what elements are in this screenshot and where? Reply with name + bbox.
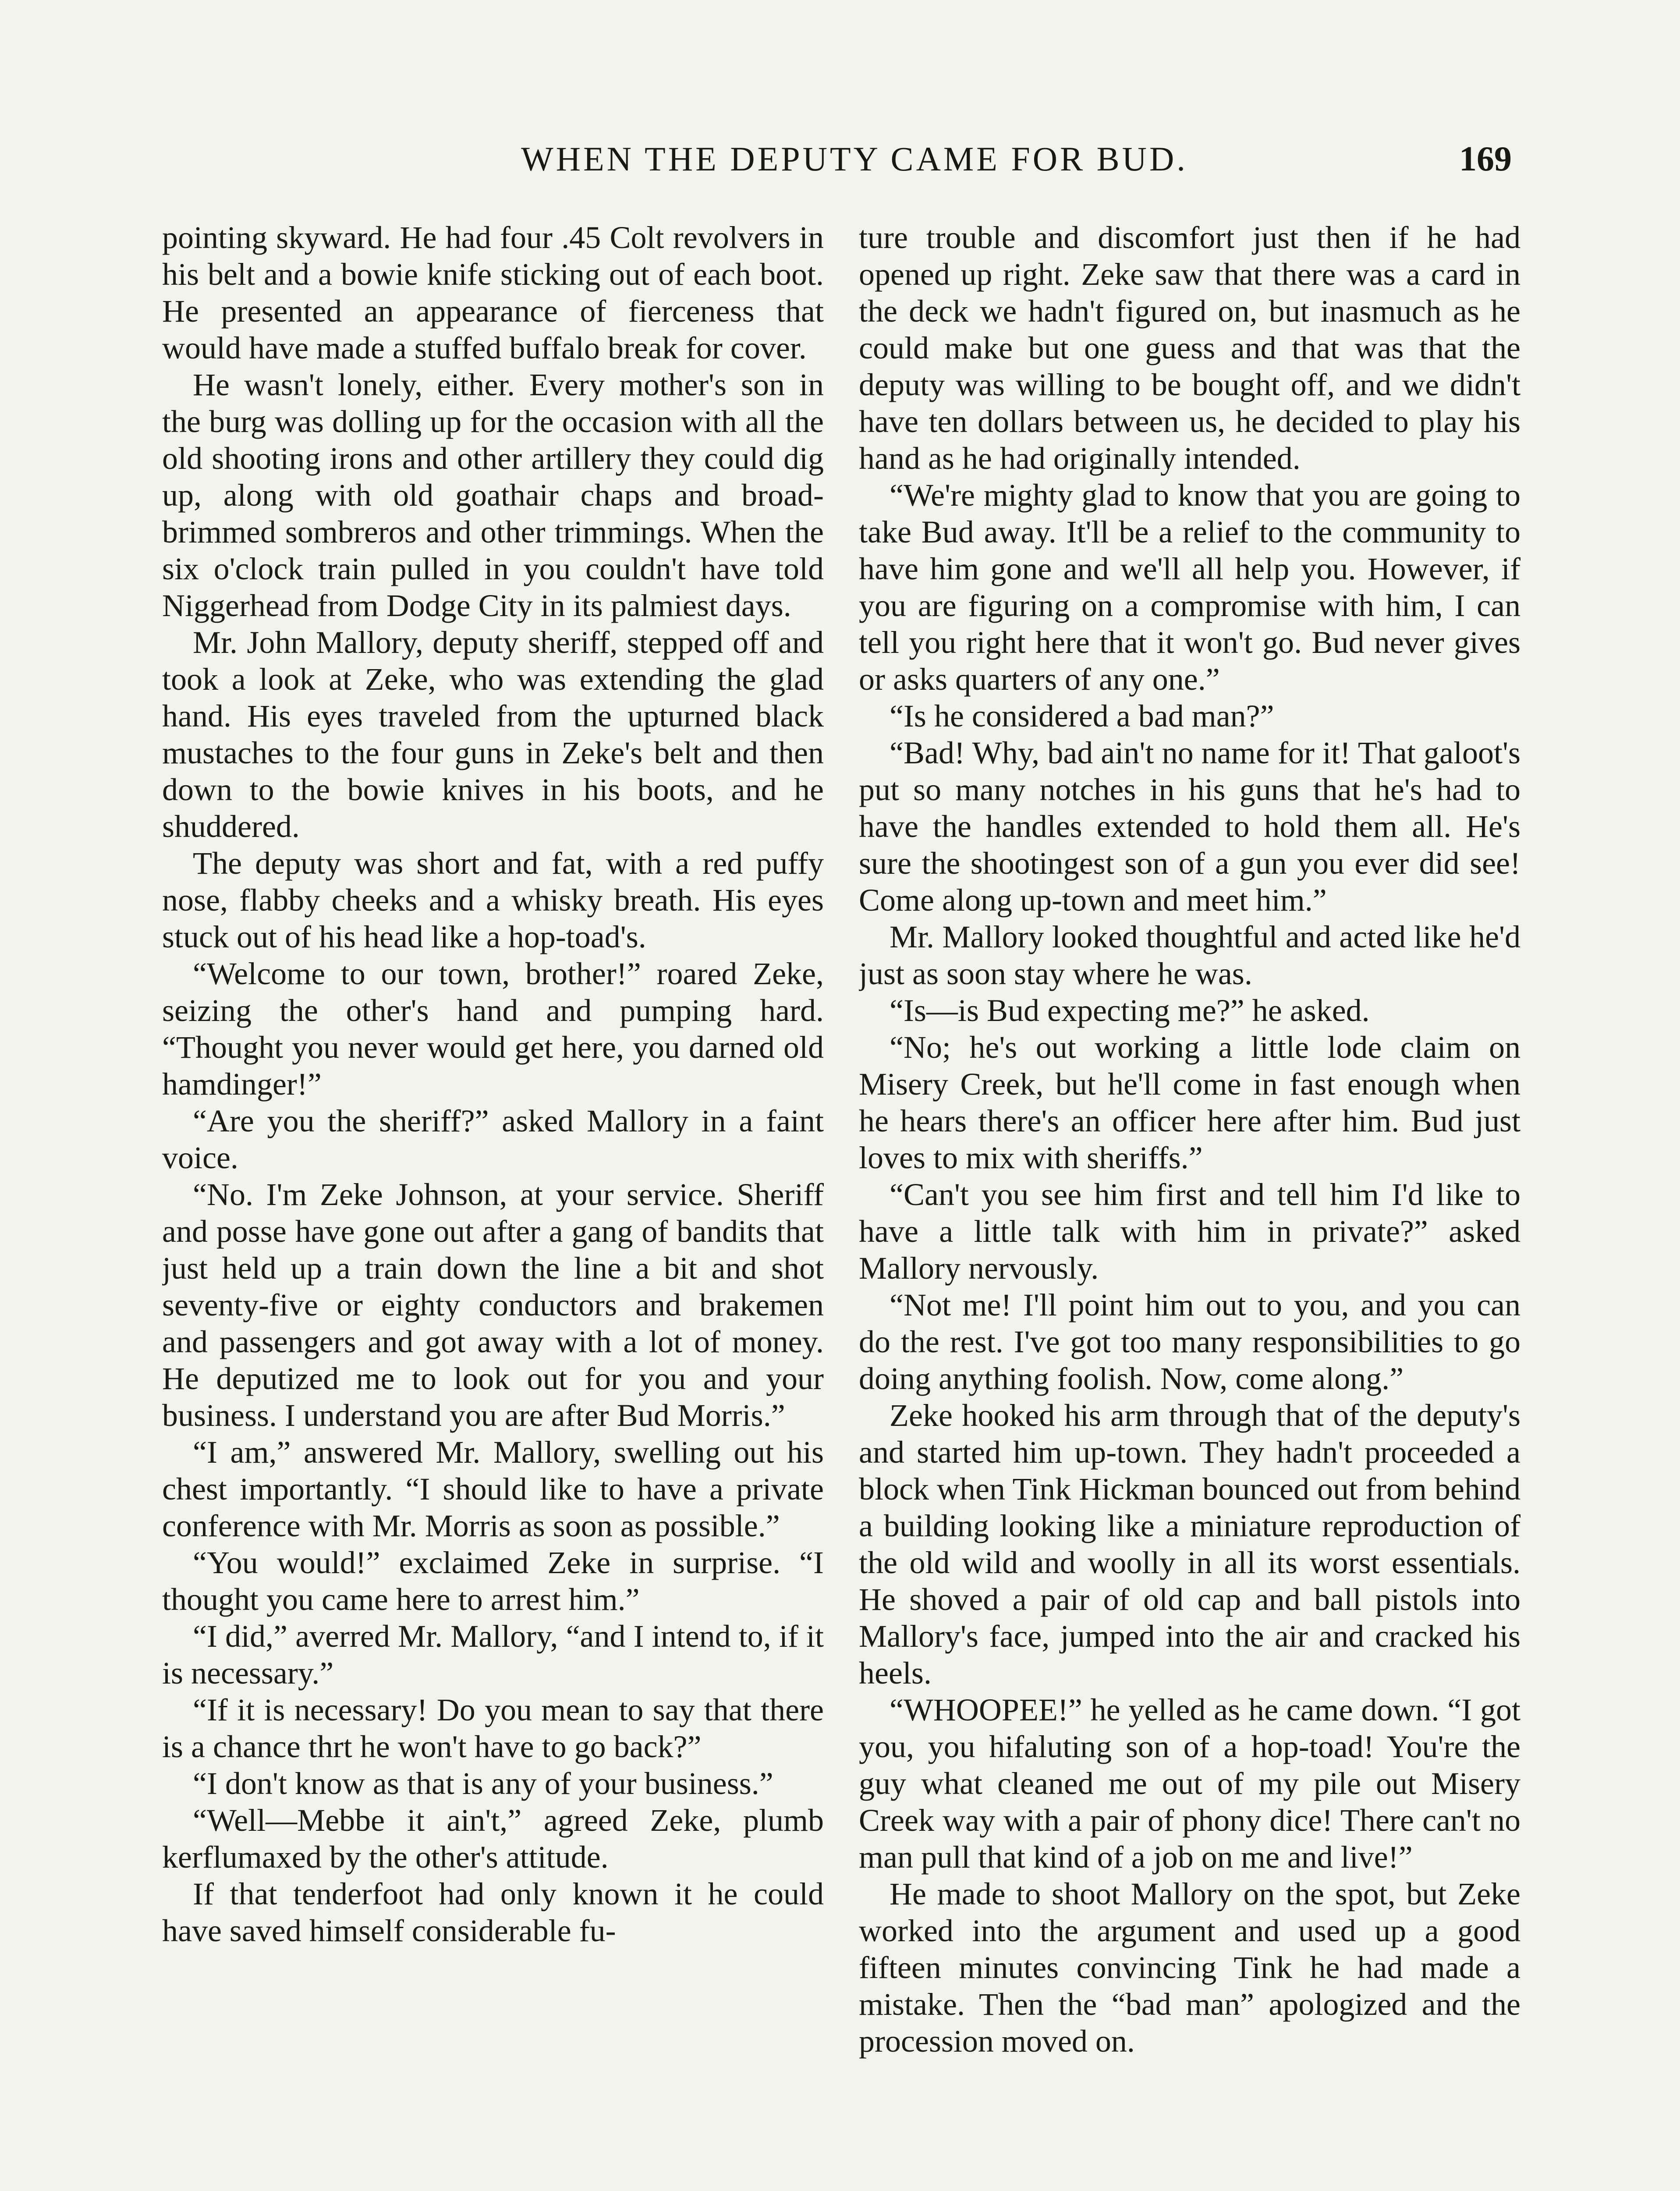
- paragraph: “Bad! Why, bad ain't no name for it! That galoot's put so many notches in his guns that he's had to have the handles extended to hold them all. He's sure the shootingest son of a gun you ever did see! Come along up-town and meet him.”: [859, 735, 1521, 918]
- paragraph: If that tenderfoot had only known it he could have saved himself considerable fu-: [162, 1876, 824, 1948]
- paragraph: “No; he's out working a little lode claim on Misery Creek, but he'll come in fast enough when he hears there's an officer here after him. Bud just loves to mix with sheriffs.”: [859, 1030, 1521, 1175]
- paragraph: The deputy was short and fat, with a red puffy nose, flabby cheeks and a whisky breath. His eyes stuck out of his head like a hop-toad's.: [162, 846, 824, 954]
- paragraph: “If it is necessary! Do you mean to say that there is a chance thrt he won't have to go back?”: [162, 1692, 824, 1764]
- paragraph: “Is he considered a bad man?”: [890, 698, 1274, 734]
- paragraph: “Is—is Bud expecting me?” he asked.: [890, 993, 1370, 1028]
- paragraph: “No. I'm Zeke Johnson, at your service. Sheriff and posse have gone out after a gang of bandits that just held up a train down the line a bit and shot seventy-five or eighty conductors and brakemen and passengers and got away with a lot of money. He deputized me to look out for you and your business. I understand you are after Bud Morris.”: [162, 1177, 824, 1433]
- paragraph: “I am,” answered Mr. Mallory, swelling out his chest importantly. “I should like to have a private conference with Mr. Morris as soon as possible.”: [162, 1435, 824, 1543]
- paragraph: “Can't you see him first and tell him I'd like to have a little talk with him in private?” asked Mallory nervously.: [859, 1177, 1521, 1286]
- page-number: 169: [1459, 140, 1512, 178]
- paragraph: ture trouble and discomfort just then if he had opened up right. Zeke saw that there was a card in the deck we hadn't figured on, but inasmuch as he could make but one guess and that was that the deputy was willing to be bought off, and we didn't have ten dollars between us, he decided to play his hand as he had originally intended.: [859, 220, 1521, 476]
- paragraph: pointing skyward. He had four .45 Colt revolvers in his belt and a bowie knife sticking out of each boot. He presented an appearance of fierceness that would have made a stuffed buffalo break for cover.: [162, 220, 824, 365]
- paragraph: “Are you the sheriff?” asked Mallory in a faint voice.: [162, 1103, 824, 1175]
- left-column: [162, 219, 824, 2191]
- paragraph: “WHOOPEE!” he yelled as he came down. “I got you, you hifaluting son of a hop-toad! You're the guy what cleaned me out of my pile out Misery Creek way with a pair of phony dice! There can't no man pull that kind of a job on me and live!”: [859, 1692, 1521, 1875]
- paragraph: “Not me! I'll point him out to you, and you can do the rest. I've got too many responsibilities to go doing anything foolish. Now, come along.”: [859, 1287, 1521, 1396]
- paragraph: Zeke hooked his arm through that of the deputy's and started him up-town. They hadn't proceeded a block when Tink Hickman bounced out from behind a building looking like a miniature reproduction of the old wild and woolly in all its worst essentials. He shoved a pair of old cap and ball pistols into Mallory's face, jumped into the air and cracked his heels.: [859, 1398, 1521, 1691]
- paragraph: He wasn't lonely, either. Every mother's son in the burg was dolling up for the occasion with all the old shooting irons and other artillery they could dig up, along with old goathair chaps and broad-brimmed sombreros and other trimmings. When the six o'clock train pulled in you couldn't have told Niggerhead from Dodge City in its palmiest days.: [162, 367, 824, 623]
- paragraph: Mr. John Mallory, deputy sheriff, stepped off and took a look at Zeke, who was extending the glad hand. His eyes traveled from the upturned black mustaches to the four guns in Zeke's belt and then down to the bowie knives in his boots, and he shuddered.: [162, 625, 824, 844]
- paragraph: “I did,” averred Mr. Mallory, “and I intend to, if it is necessary.”: [162, 1619, 824, 1691]
- paragraph: “You would!” exclaimed Zeke in surprise. “I thought you came here to arrest him.”: [162, 1545, 824, 1617]
- paragraph: “We're mighty glad to know that you are going to take Bud away. It'll be a relief to the community to have him gone and we'll all help you. However, if you are figuring on a compromise with him, I can tell you right here that it won't go. Bud never gives or asks quarters of any one.”: [859, 478, 1521, 697]
- paragraph: “Well—Mebbe it ain't,” agreed Zeke, plumb kerflumaxed by the other's attitude.: [162, 1803, 824, 1875]
- paragraph: Mr. Mallory looked thoughtful and acted like he'd just as soon stay where he was.: [859, 919, 1521, 991]
- paragraph: He made to shoot Mallory on the spot, but Zeke worked into the argument and used up a good fifteen minutes convincing Tink he had made a mistake. Then the “bad man” apologized and the procession moved on.: [859, 1876, 1521, 2059]
- paragraph: “Welcome to our town, brother!” roared Zeke, seizing the other's hand and pumping hard. “Thought you never would get here, you darned old hamdinger!”: [162, 956, 824, 1102]
- running-head: WHEN THE DEPUTY CAME FOR BUD.: [521, 140, 1188, 178]
- right-column: [859, 219, 1521, 2191]
- paragraph: “I don't know as that is any of your business.”: [193, 1766, 773, 1801]
